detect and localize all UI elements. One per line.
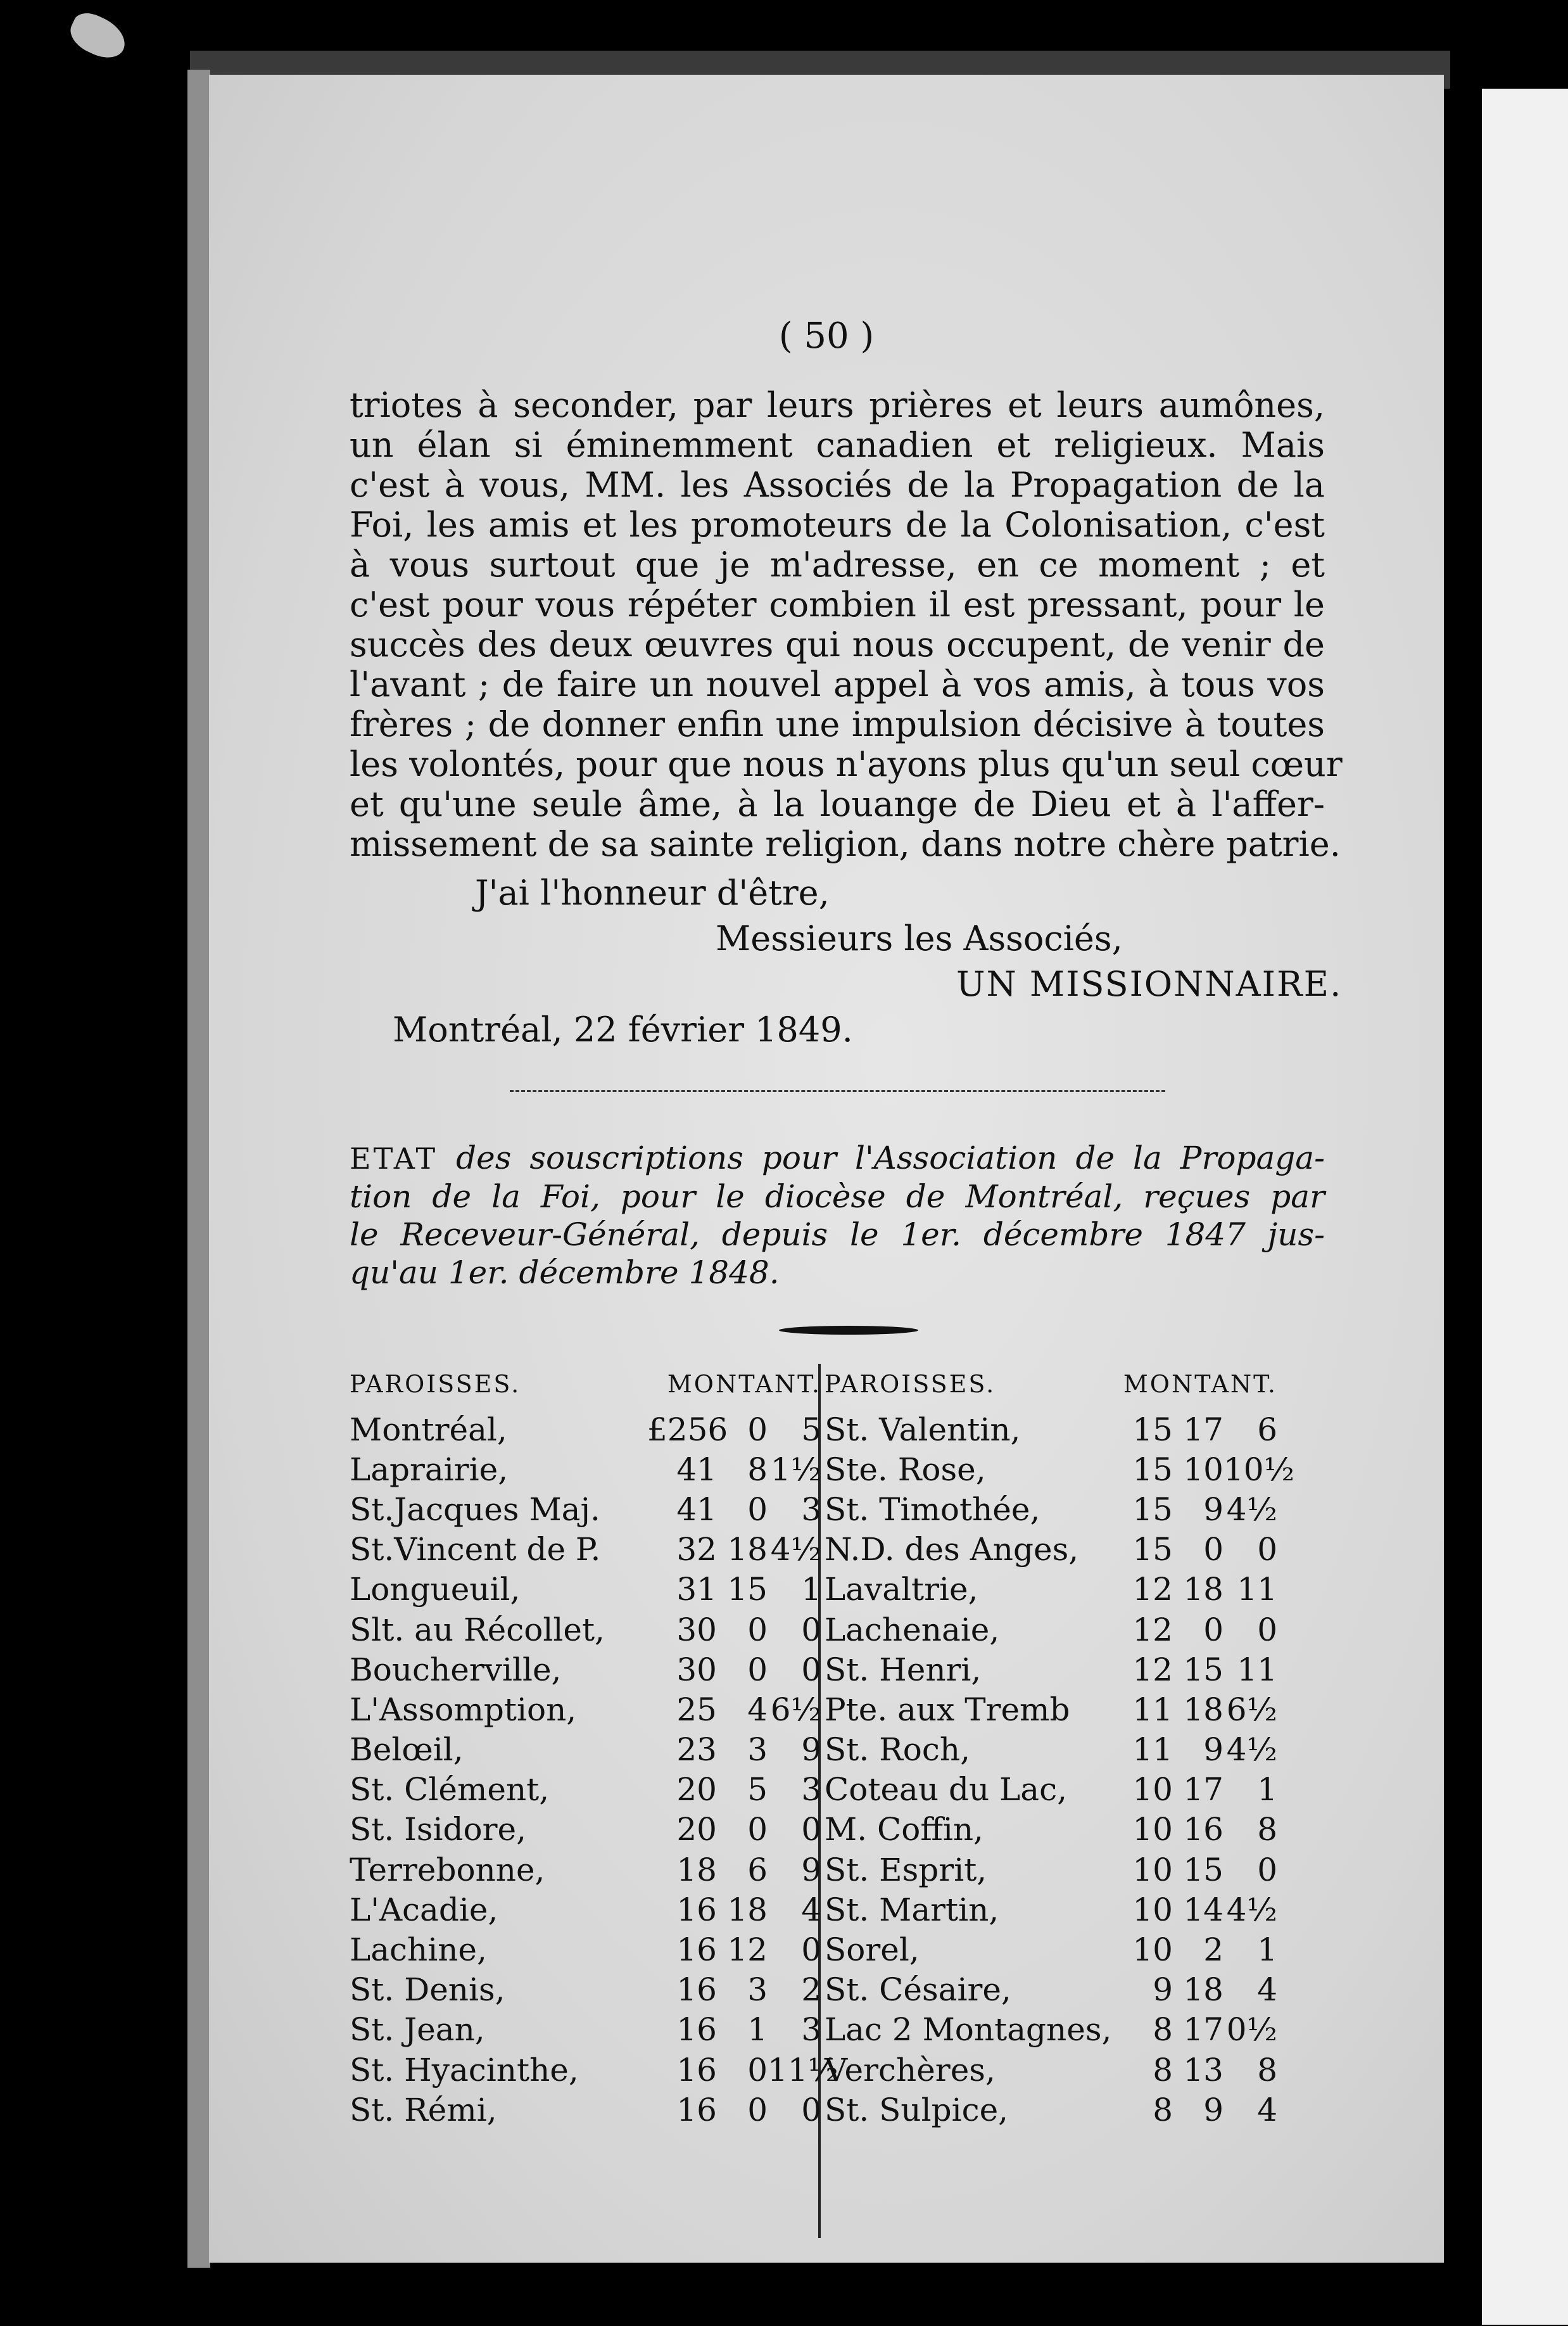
amount-pence: 0½ bbox=[1226, 2011, 1277, 2049]
place-date: Montréal, 22 février 1849. bbox=[393, 1010, 853, 1050]
amount-pounds: 16 bbox=[676, 2011, 717, 2049]
amount-pence: 0 bbox=[801, 1611, 821, 1648]
table-row bbox=[825, 1850, 1277, 1890]
table-row bbox=[350, 1489, 821, 1529]
parish-name: St. Jean, bbox=[350, 2011, 485, 2049]
table-row bbox=[350, 2010, 821, 2050]
amount-shillings: 0 bbox=[747, 2051, 768, 2088]
letter-line: missement de sa sainte religion, dans notre chère patrie. bbox=[350, 824, 1341, 864]
parish-name: Slt. au Récollet, bbox=[350, 1611, 605, 1648]
amount-shillings: 9 bbox=[1203, 1731, 1223, 1769]
letter-line: c'est à vous, MM. les Associés de la Propagation de la bbox=[350, 465, 1325, 505]
parish-name: Ste. Rose, bbox=[825, 1451, 986, 1488]
header-amount: MONTANT. bbox=[1123, 1370, 1277, 1398]
amount-pence: 6½ bbox=[770, 1691, 821, 1728]
table-row bbox=[825, 2050, 1277, 2090]
letter-line: et qu'une seule âme, à la louange de Dieu et à l'affer- bbox=[350, 784, 1325, 824]
table-row bbox=[825, 1489, 1277, 1529]
amount-shillings: 6 bbox=[747, 1851, 768, 1888]
amount-pounds: 41 bbox=[676, 1451, 717, 1488]
film-scratch bbox=[65, 8, 132, 65]
amount-pence: 8 bbox=[1257, 1811, 1277, 1848]
table-row bbox=[825, 1409, 1277, 1449]
parish-name: St. Timothée, bbox=[825, 1490, 1040, 1528]
letter-line: Foi, les amis et les promoteurs de la Colonisation, c'est bbox=[350, 505, 1325, 545]
table-row bbox=[350, 1449, 821, 1489]
parish-name: Montréal, bbox=[350, 1411, 507, 1448]
table-row bbox=[350, 2090, 821, 2130]
amount-pence: 11 bbox=[1237, 1651, 1277, 1688]
amount-pounds: 30 bbox=[676, 1611, 717, 1648]
parish-name: Pte. aux Tremb bbox=[825, 1691, 1070, 1728]
amount-shillings: 16 bbox=[1183, 1811, 1223, 1848]
adjacent-page-strip bbox=[1482, 89, 1568, 2325]
amount-pence: 1 bbox=[801, 1571, 821, 1608]
amount-shillings: 0 bbox=[747, 1651, 768, 1688]
amount-pounds: 9 bbox=[1153, 1971, 1173, 2009]
closing-address: Messieurs les Associés, bbox=[716, 918, 1123, 958]
table-row bbox=[825, 1890, 1277, 1929]
table-row bbox=[825, 1730, 1277, 1770]
amount-shillings: 0 bbox=[747, 2091, 768, 2128]
amount-pounds: 8 bbox=[1153, 2051, 1173, 2088]
parish-name: Longueuil, bbox=[350, 1571, 521, 1608]
letter-body bbox=[350, 385, 1343, 864]
amount-pence: 3 bbox=[801, 1771, 821, 1808]
letter-line: un élan si éminemment canadien et religieux. Mais bbox=[350, 425, 1325, 465]
amount-shillings: 18 bbox=[1183, 1571, 1223, 1608]
amount-pounds: 18 bbox=[676, 1851, 717, 1888]
table-row bbox=[825, 2010, 1277, 2050]
section-lead: ETAT bbox=[350, 1141, 438, 1176]
parish-name: St. Hyacinthe, bbox=[350, 2051, 579, 2088]
table-right-column bbox=[825, 1370, 1295, 2130]
table-row bbox=[350, 1970, 821, 2010]
table-row bbox=[825, 1649, 1277, 1689]
ornament-rule bbox=[779, 1326, 918, 1335]
amount-pence: 4½ bbox=[770, 1531, 821, 1568]
amount-pence: 1 bbox=[1257, 1931, 1277, 1969]
amount-shillings: 18 bbox=[1183, 1971, 1223, 2009]
parish-name: Boucherville, bbox=[350, 1651, 562, 1688]
parish-name: St. Rémi, bbox=[350, 2091, 497, 2128]
amount-pounds: 16 bbox=[676, 1891, 717, 1928]
parish-name: L'Assomption, bbox=[350, 1691, 577, 1728]
amount-shillings: 3 bbox=[747, 1731, 768, 1769]
amount-pence: 11½ bbox=[768, 2051, 839, 2088]
amount-shillings: 17 bbox=[1183, 1771, 1223, 1808]
parish-name: Lac 2 Montagnes, bbox=[825, 2011, 1112, 2049]
amount-pounds: 15 bbox=[1132, 1451, 1173, 1488]
page-binding-edge bbox=[187, 70, 210, 2268]
amount-pounds: 11 bbox=[1132, 1731, 1173, 1769]
table-row bbox=[350, 1810, 821, 1850]
table-row bbox=[350, 1570, 821, 1610]
amount-shillings: 4 bbox=[747, 1691, 768, 1728]
amount-shillings: 9 bbox=[1203, 2091, 1223, 2128]
letter-line: frères ; de donner enfin une impulsion décisive à toutes bbox=[350, 704, 1325, 744]
parish-name: L'Acadie, bbox=[350, 1891, 498, 1928]
table-row bbox=[825, 1929, 1277, 1969]
signature: UN MISSIONNAIRE. bbox=[956, 964, 1343, 1004]
header-parish: PAROISSES. bbox=[350, 1370, 521, 1398]
amount-pence: 3 bbox=[801, 1490, 821, 1528]
header-parish: PAROISSES. bbox=[825, 1370, 996, 1398]
table-row bbox=[350, 1689, 821, 1729]
parish-name: St. Clément, bbox=[350, 1771, 550, 1808]
amount-shillings: 0 bbox=[1203, 1611, 1223, 1648]
divider-rule bbox=[510, 1090, 1165, 1094]
table-left-column bbox=[350, 1370, 839, 2130]
closing-line: J'ai l'honneur d'être, bbox=[475, 873, 830, 913]
amount-pounds: 15 bbox=[1132, 1531, 1173, 1568]
parish-name: Lachine, bbox=[350, 1931, 487, 1969]
amount-shillings: 0 bbox=[747, 1411, 768, 1448]
header-amount: MONTANT. bbox=[667, 1370, 821, 1398]
letter-line: succès des deux œuvres qui nous occupent, de venir de bbox=[350, 625, 1325, 664]
parish-name: N.D. des Anges, bbox=[825, 1531, 1079, 1568]
parish-name: Laprairie, bbox=[350, 1451, 509, 1488]
amount-pence: 4 bbox=[801, 1891, 821, 1928]
amount-shillings: 18 bbox=[1183, 1691, 1223, 1728]
section-line: tion de la Foi, pour le diocèse de Montréal, reçues par bbox=[350, 1178, 1325, 1215]
amount-shillings: 0 bbox=[747, 1811, 768, 1848]
amount-pence: 2 bbox=[801, 1971, 821, 2009]
amount-pounds: 16 bbox=[676, 1931, 717, 1969]
table-row bbox=[825, 1770, 1277, 1810]
table-row bbox=[350, 1770, 821, 1810]
amount-pounds: 30 bbox=[676, 1651, 717, 1688]
amount-shillings: 3 bbox=[747, 1971, 768, 2009]
amount-pence: 1 bbox=[1257, 1771, 1277, 1808]
amount-shillings: 18 bbox=[727, 1531, 768, 1568]
amount-shillings: 17 bbox=[1183, 1411, 1223, 1448]
table-row bbox=[350, 2050, 839, 2090]
amount-shillings: 5 bbox=[747, 1771, 768, 1808]
amount-pounds: 10 bbox=[1132, 1931, 1173, 1969]
parish-name: St. Isidore, bbox=[350, 1811, 527, 1848]
amount-pence: 9 bbox=[801, 1851, 821, 1888]
amount-shillings: 12 bbox=[727, 1931, 768, 1969]
amount-shillings: 0 bbox=[747, 1490, 768, 1528]
amount-shillings: 18 bbox=[727, 1891, 768, 1928]
amount-shillings: 14 bbox=[1183, 1891, 1223, 1928]
parish-name: M. Coffin, bbox=[825, 1811, 983, 1848]
amount-pounds: 8 bbox=[1153, 2011, 1173, 2049]
parish-name: Sorel, bbox=[825, 1931, 920, 1969]
amount-shillings: 13 bbox=[1183, 2051, 1223, 2088]
amount-pence: 4½ bbox=[1226, 1490, 1277, 1528]
amount-pence: 3 bbox=[801, 2011, 821, 2049]
parish-name: Lavaltrie, bbox=[825, 1571, 978, 1608]
table-row bbox=[825, 1530, 1277, 1570]
table-row bbox=[350, 1890, 821, 1929]
section-line: qu'au 1er. décembre 1848. bbox=[350, 1254, 780, 1291]
amount-pounds: 41 bbox=[676, 1490, 717, 1528]
amount-pounds: 23 bbox=[676, 1731, 717, 1769]
amount-pounds: 10 bbox=[1132, 1891, 1173, 1928]
amount-pounds: 10 bbox=[1132, 1771, 1173, 1808]
parish-name: St. Valentin, bbox=[825, 1411, 1021, 1448]
amount-shillings: 17 bbox=[1183, 2011, 1223, 2049]
amount-pounds: 12 bbox=[1132, 1571, 1173, 1608]
table-row bbox=[350, 1649, 821, 1689]
amount-pence: 0 bbox=[801, 1811, 821, 1848]
amount-pence: 10½ bbox=[1223, 1451, 1295, 1488]
amount-pounds: 10 bbox=[1132, 1851, 1173, 1888]
table-row bbox=[350, 1929, 821, 1969]
parish-name: Verchères, bbox=[825, 2051, 996, 2088]
amount-pence: 4½ bbox=[1226, 1731, 1277, 1769]
section-heading bbox=[350, 1139, 1325, 1292]
amount-pence: 0 bbox=[1257, 1531, 1277, 1568]
letter-line: l'avant ; de faire un nouvel appel à vos amis, à tous vos bbox=[350, 664, 1325, 704]
amount-shillings: 10 bbox=[1183, 1451, 1223, 1488]
parish-name: St. Henri, bbox=[825, 1651, 982, 1688]
amount-pence: 0 bbox=[801, 1931, 821, 1969]
parish-name: Coteau du Lac, bbox=[825, 1771, 1067, 1808]
amount-shillings: 0 bbox=[1203, 1531, 1223, 1568]
amount-pounds: 15 bbox=[1132, 1490, 1173, 1528]
parish-name: St. Césaire, bbox=[825, 1971, 1011, 2009]
amount-pence: 0 bbox=[1257, 1851, 1277, 1888]
table-row bbox=[825, 1570, 1277, 1610]
amount-pence: 0 bbox=[801, 1651, 821, 1688]
parish-name: St. Roch, bbox=[825, 1731, 970, 1769]
parish-name: St. Denis, bbox=[350, 1971, 505, 2009]
table-row bbox=[825, 1610, 1277, 1649]
table-row bbox=[350, 1730, 821, 1770]
table-row bbox=[825, 1689, 1277, 1729]
amount-pounds: 16 bbox=[676, 1971, 717, 2009]
letter-line: c'est pour vous répéter combien il est pressant, pour le bbox=[350, 585, 1325, 625]
parish-name: St. Sulpice, bbox=[825, 2091, 1009, 2128]
amount-pence: 5 bbox=[801, 1411, 821, 1448]
amount-pence: 4 bbox=[1257, 2091, 1277, 2128]
amount-pounds: 32 bbox=[676, 1531, 717, 1568]
amount-pounds: £256 bbox=[647, 1411, 728, 1448]
amount-pence: 8 bbox=[1257, 2051, 1277, 2088]
parish-name: St. Esprit, bbox=[825, 1851, 987, 1888]
parish-name: St.Jacques Maj. bbox=[350, 1490, 600, 1528]
parish-name: Belœil, bbox=[350, 1731, 464, 1769]
parish-name: St.Vincent de P. bbox=[350, 1531, 601, 1568]
amount-pence: 4 bbox=[1257, 1971, 1277, 2009]
table-row bbox=[350, 1610, 821, 1649]
amount-pence: 0 bbox=[1257, 1611, 1277, 1648]
amount-shillings: 1 bbox=[747, 2011, 768, 2049]
table-row bbox=[350, 1409, 821, 1449]
amount-pence: 6½ bbox=[1226, 1691, 1277, 1728]
amount-pounds: 15 bbox=[1132, 1411, 1173, 1448]
amount-pence: 6 bbox=[1257, 1411, 1277, 1448]
table-row bbox=[825, 2090, 1277, 2130]
amount-shillings: 8 bbox=[747, 1451, 768, 1488]
amount-shillings: 15 bbox=[1183, 1851, 1223, 1888]
parish-name: Terrebonne, bbox=[350, 1851, 545, 1888]
amount-shillings: 0 bbox=[747, 1611, 768, 1648]
table-row bbox=[825, 1810, 1277, 1850]
page-number: ( 50 ) bbox=[778, 315, 875, 357]
amount-pence: 9 bbox=[801, 1731, 821, 1769]
table-row bbox=[825, 1970, 1277, 2010]
amount-shillings: 15 bbox=[727, 1571, 768, 1608]
amount-shillings: 2 bbox=[1203, 1931, 1223, 1969]
letter-line: triotes à seconder, par leurs prières et leurs aumônes, bbox=[350, 385, 1325, 425]
amount-pounds: 16 bbox=[676, 2091, 717, 2128]
amount-pounds: 20 bbox=[676, 1771, 717, 1808]
amount-pounds: 31 bbox=[676, 1571, 717, 1608]
letter-line: à vous surtout que je m'adresse, en ce moment ; et bbox=[350, 545, 1325, 585]
section-line: le Receveur-Général, depuis le 1er. décembre 1847 jus- bbox=[350, 1216, 1325, 1253]
amount-shillings: 9 bbox=[1203, 1490, 1223, 1528]
amount-shillings: 15 bbox=[1183, 1651, 1223, 1688]
amount-pounds: 12 bbox=[1132, 1611, 1173, 1648]
amount-pounds: 10 bbox=[1132, 1811, 1173, 1848]
parish-name: Lachenaie, bbox=[825, 1611, 1000, 1648]
amount-pence: 11 bbox=[1237, 1571, 1277, 1608]
book-page bbox=[209, 75, 1444, 2263]
amount-pounds: 25 bbox=[676, 1691, 717, 1728]
amount-pounds: 20 bbox=[676, 1811, 717, 1848]
amount-pounds: 11 bbox=[1132, 1691, 1173, 1728]
section-line: des souscriptions pour l'Association de la Propaga- bbox=[456, 1140, 1325, 1176]
amount-pence: 0 bbox=[801, 2091, 821, 2128]
table-row bbox=[825, 1449, 1295, 1489]
table-row bbox=[350, 1530, 821, 1570]
amount-pence: 4½ bbox=[1226, 1891, 1277, 1928]
parish-name: St. Martin, bbox=[825, 1891, 999, 1928]
amount-pence: 1½ bbox=[770, 1451, 821, 1488]
amount-pounds: 16 bbox=[676, 2051, 717, 2088]
table-row bbox=[350, 1850, 821, 1890]
amount-pounds: 8 bbox=[1153, 2091, 1173, 2128]
amount-pounds: 12 bbox=[1132, 1651, 1173, 1688]
letter-line: les volontés, pour que nous n'ayons plus qu'un seul cœur bbox=[350, 744, 1343, 784]
